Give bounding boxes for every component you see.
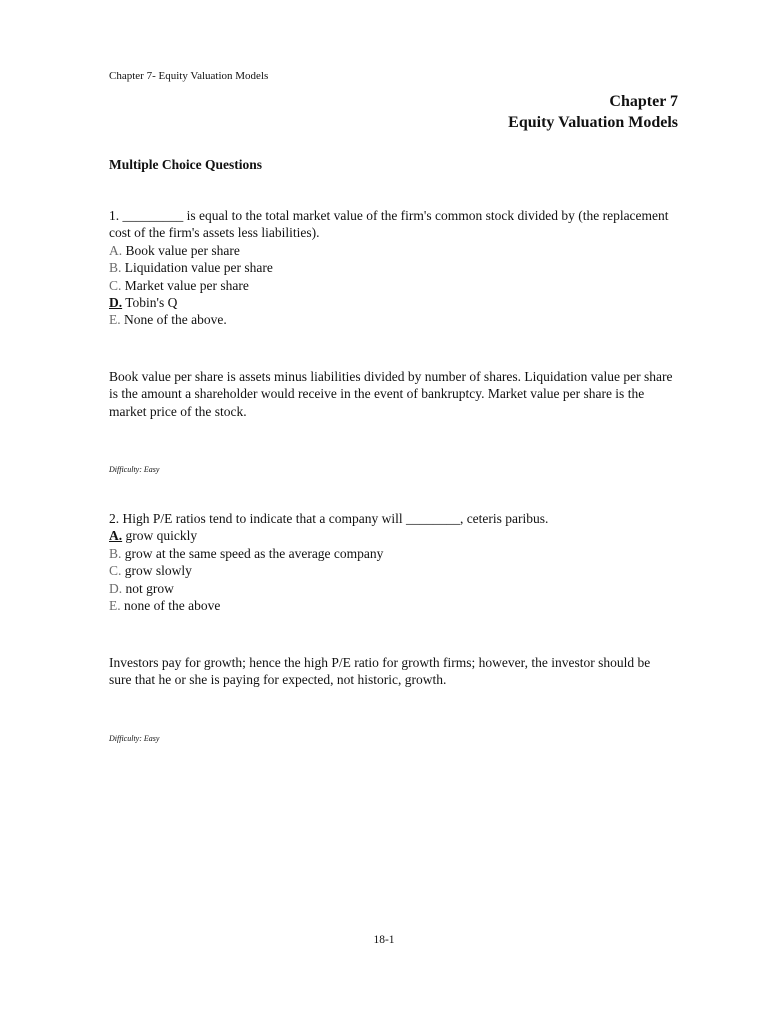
chapter-title-block xyxy=(508,91,678,133)
option-letter: C. xyxy=(109,563,122,579)
question-stem: 1. _________ is equal to the total market value of the firm's common stock divided by (the replacement cost of the firm's assets less liabilities). xyxy=(109,208,669,241)
option-text: not grow xyxy=(122,580,174,596)
option-letter: D. xyxy=(109,580,123,596)
answer-option-e xyxy=(109,311,675,328)
option-text: Liquidation value per share xyxy=(121,260,273,276)
option-text: grow at the same speed as the average company xyxy=(121,545,384,561)
question-2 xyxy=(109,510,675,614)
answer-option-b xyxy=(109,259,675,276)
option-letter: E. xyxy=(109,312,121,328)
answer-option-b xyxy=(109,545,675,562)
question-1-explanation: Book value per share is assets minus liabilities divided by number of shares. Liquidation value per share is the amount a shareholder would receive in the event of bankruptcy. Market value per share is the market price of the stock. xyxy=(109,369,673,419)
option-letter: C. xyxy=(109,277,122,293)
option-text: Market value per share xyxy=(121,277,249,293)
answer-option-c xyxy=(109,277,675,294)
option-text: none of the above xyxy=(120,598,221,614)
option-text: grow quickly xyxy=(122,528,198,544)
chapter-title: Equity Valuation Models xyxy=(508,114,678,131)
correct-option-letter: A. xyxy=(109,528,123,544)
option-letter: A. xyxy=(109,242,123,258)
answer-option-d xyxy=(109,580,675,597)
running-header: Chapter 7- Equity Valuation Models xyxy=(109,70,269,82)
page-number: 18-1 xyxy=(373,934,395,946)
option-letter: B. xyxy=(109,545,122,561)
question-stem: 2. High P/E ratios tend to indicate that a company will ________, ceteris paribus. xyxy=(109,511,549,526)
option-text: Book value per share xyxy=(122,242,240,258)
question-2-difficulty: Difficulty: Easy xyxy=(109,734,160,743)
answer-option-e xyxy=(109,597,675,614)
option-letter: E. xyxy=(109,598,121,614)
question-2-explanation: Investors pay for growth; hence the high P/E ratio for growth firms; however, the investor should be sure that he or she is paying for expected, not historic, growth. xyxy=(109,655,651,688)
answer-option-d-correct xyxy=(109,294,675,311)
question-1-difficulty: Difficulty: Easy xyxy=(109,465,160,474)
correct-option-letter: D. xyxy=(109,295,123,311)
option-text: Tobin's Q xyxy=(122,295,178,311)
option-letter: B. xyxy=(109,260,122,276)
answer-option-a xyxy=(109,242,675,259)
answer-option-c xyxy=(109,562,675,579)
option-text: None of the above. xyxy=(120,312,227,328)
section-heading: Multiple Choice Questions xyxy=(109,157,263,172)
question-1 xyxy=(109,207,675,329)
chapter-number: Chapter 7 xyxy=(609,93,678,110)
answer-option-a-correct xyxy=(109,527,675,544)
option-text: grow slowly xyxy=(121,563,192,579)
